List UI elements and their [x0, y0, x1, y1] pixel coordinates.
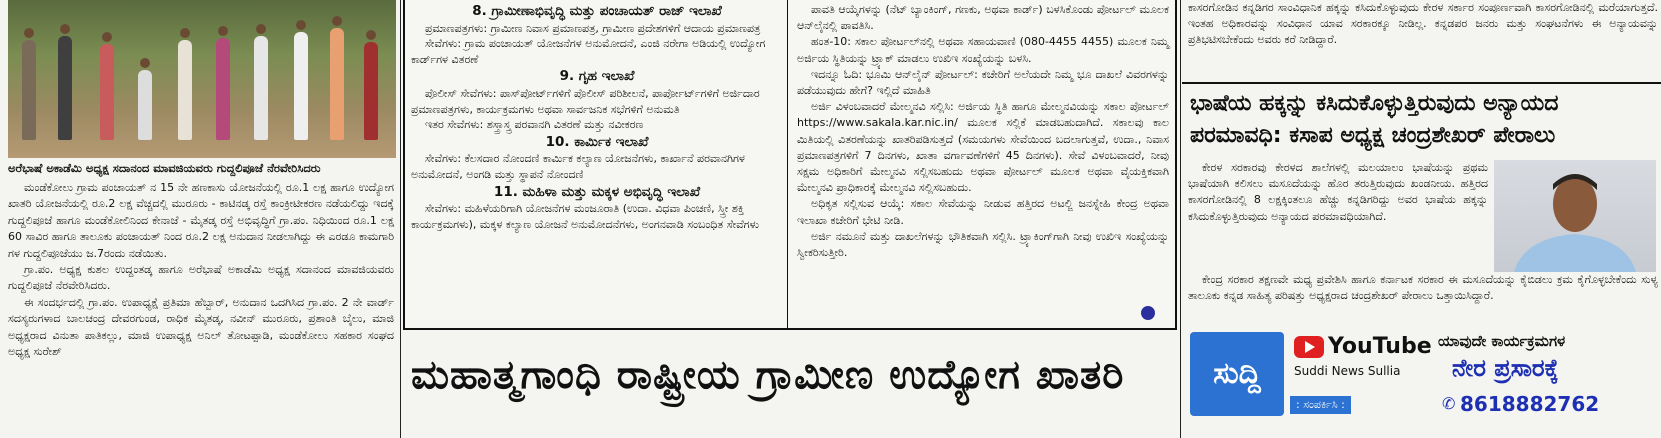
right-column: [1182, 0, 1661, 438]
section-heading: 11. ಮಹಿಳಾ ಮತ್ತು ಮಕ್ಕಳ ಅಭಿವೃದ್ಧಿ ಇಲಾಖೆ: [493, 183, 701, 200]
services-box: [403, 0, 1177, 330]
person-head: [180, 28, 190, 38]
section-line: ಸೇವೆಗಳು: ಗ್ರಾಮ ಪಂಚಾಯತ್ ಯೋಜನೆಗಳ ಅನುಮೋದನೆ, ಎಂಜಿ ನರೇಗಾ ಅಡಿಯಲ್ಲಿ ಉದ್ಯೋಗ ಕಾರ್ಡ್‌ಗಳ ವಿತರಣೆ: [411, 37, 766, 66]
section-8: [411, 4, 783, 67]
suddi-live-ad[interactable]: [1190, 332, 1658, 432]
article-separator: [1182, 82, 1661, 84]
section-10: [411, 135, 783, 183]
youtube-wordmark: YouTube: [1328, 334, 1432, 359]
paragraph: ಗ್ರಾ.ಪಂ. ಅಧ್ಯಕ್ಷ ಕುಶಲ ಉದ್ದಂತಡ್ಕ ಹಾಗೂ ಅರೆಭಾಷೆ ಅಕಾಡೆಮಿ ಅಧ್ಯಕ್ಷ ಸದಾನಂದ ಮಾವಜಿಯವರು ಗುದ್ದಲಿಪೂಜೆ ನೆರವೇರಿಸಿದರು.: [8, 263, 394, 293]
section-heading: 8. ಗ್ರಾಮೀಣಾಭಿವೃದ್ಧಿ ಮತ್ತು ಪಂಚಾಯತ್ ರಾಜ್ ಇಲಾಖೆ: [472, 3, 722, 19]
person-head: [218, 26, 228, 36]
phone-icon: ✆: [1442, 394, 1456, 413]
person-head: [60, 24, 70, 34]
section-line: ಪೊಲೀಸ್ ಸೇವೆಗಳು: ಪಾಸ್‌ಪೋರ್ಟ್‌ಗಳಿಗೆ ಪೊಲೀಸ್ ಪರಿಶೀಲನೆ, ಪಾರ್ಪೋರ್ಟ್‌ಗಳಿಗೆ ಅರ್ಜಿದಾರ ಪ್ರಮಾಣಪತ್ರಗಳು, ಕಾರ್ಯಕ್ರಮಗಳು ಅಥವಾ ಸಾರ್ವಜನಿಕ ಸಭೆಗಳಿಗೆ ಅನುಮತಿ: [411, 86, 760, 116]
ad-title: ನೇರ ಪ್ರಸಾರಕ್ಕೆ: [1452, 354, 1559, 382]
person-figure: [58, 36, 72, 140]
person-figure: [216, 38, 230, 140]
section-11: [411, 185, 783, 233]
section-line: ಪ್ರಮಾಣಪತ್ರಗಳು: ಗ್ರಾಮೀಣ ನಿವಾಸ ಪ್ರಮಾಣಪತ್ರ, ಗ್ರಾಮೀಣ ಪ್ರದೇಶಗಳಿಗೆ ಆದಾಯ ಪ್ರಮಾಣಪತ್ರ: [425, 21, 761, 35]
person-head: [296, 20, 306, 30]
paragraph: ಹಂತ-10: ಸಕಾಲ ಪೋರ್ಟಲ್‌ನಲ್ಲಿ ಅಥವಾ ಸಹಾಯವಾಣಿ (080-4455 4455) ಮೂಲಕ ನಿಮ್ಮ ಅರ್ಜಿಯ ಸ್ಥಿತಿಯನ್ನು ಟ್ರ್ಯಾಕ್ ಮಾಡಲು ಉಖಿಇ ಸಂಖ್ಯೆಯನ್ನು ಬಳಸಿ.: [797, 35, 1169, 65]
person-figure: [294, 32, 308, 140]
person-head: [102, 32, 112, 42]
suddi-logo: ಸುದ್ದಿ: [1190, 332, 1284, 416]
person-figure: [254, 36, 268, 140]
left-article-body: [8, 180, 394, 360]
column-divider: [400, 0, 401, 438]
ad-tagline: ಯಾವುದೇ ಕಾರ್ಯಕ್ರಮಗಳ: [1438, 332, 1566, 350]
article-body: [1188, 160, 1488, 225]
person-head: [332, 16, 342, 26]
paragraph: ಪಾವತಿ ಆಯ್ಕೆಗಳನ್ನು (ನೆಟ್ ಬ್ಯಾಂಕಿಂಗ್, ಗಣಕು, ಅಥವಾ ಕಾರ್ಡ್) ಬಳಸಿಕೊಂಡು ಪೋರ್ಟಲ್ ಮೂಲಕ ಆನ್‌ಲೈನಲ್ಲಿ ಪಾವತಿಸಿ.: [797, 3, 1169, 33]
paragraph: ಅಧಿಕೃತ ಸಲ್ಲಿಸುವ ಆಯ್ಕೆ: ಸಕಾಲ ಸೇವೆಯನ್ನು ನೀಡುವ ಹತ್ತಿರದ ಅಟಲ್ಜಿ ಜನಸ್ನೇಹಿ ಕೇಂದ್ರ ಅಥವಾ ಇಲಾಖಾ ಕಚೇರಿಗೆ ಭೇಟಿ ನೀಡಿ.: [797, 197, 1169, 227]
procedure-text: [797, 2, 1169, 261]
person-figure: [330, 28, 344, 140]
left-column: [0, 0, 398, 438]
paragraph: ಕಾಸರಗೋಡಿನ ಕನ್ನಡಿಗರ ಸಾಂವಿಧಾನಿಕ ಹಕ್ಕನ್ನು ಕಸಿದುಕೊಳ್ಳುವುದು ಕೇರಳ ಸರ್ಕಾರ ಸಂಪೂರ್ಣವಾಗಿ ಕಾಸರಗೋಡಿನಲ್ಲಿ ಮರೆಯಾಗುತ್ತದೆ. ಇಂತಹ ಅಧಿಕಾರವನ್ನು ಸಂವಿಧಾನ ಯಾವ ಸರಕಾರಕ್ಕೂ ನೀಡಿಲ್ಲ. ಕನ್ನಡಪರ ಜನರು ಮತ್ತು ಸಂಘಟನೆಗಳು ಈ ಅನ್ಯಾಯವನ್ನು ಪ್ರತಿಭಟಿಸಬೇಕೆಂದು ಅವರು ಕರೆ ನೀಡಿದ್ದಾರೆ.: [1188, 1, 1658, 47]
paragraph: ಈ ಸಂದರ್ಭದಲ್ಲಿ ಗ್ರಾ.ಪಂ. ಉಪಾಧ್ಯಕ್ಷೆ ಪ್ರತಿಮಾ ಹೆಬ್ಬಾರ್, ಅನುದಾನ ಒದಗಿಸಿದ ಗ್ರಾ.ಪಂ. 2 ನೇ ವಾರ್ಡ್ ಸದಸ್ಯರುಗಳಾದ ಬಾಲಚಂದ್ರ ದೇವರಗುಂಡ, ರಾಧಿಕ ಮೈತಡ್ಕ, ನವೀನ್ ಮುರೂರು, ಪ್ರಶಾಂತಿ ಬೈಲು, ಮಾಜಿ ಅಧ್ಯಕ್ಷರಾದ ವಿನುತಾ ಪಾತಿಕಲ್ಲು, ಮಾಜಿ ಉಪಾಧ್ಯಕ್ಷ ಅನಿಲ್ ತೋಟಪ್ಪಾಡಿ, ಮಂಡೆಕೋಲು ಸಹಕಾರ ಸಂಘದ ಅಧ್ಯಕ್ಷ ಸುರೇಶ್: [8, 295, 394, 359]
person-figure: [100, 44, 114, 140]
photo-caption: ಅರೆಭಾಷೆ ಅಕಾಡೆಮಿ ಅಧ್ಯಕ್ಷ ಸದಾನಂದ ಮಾವಜಿಯವರು ಗುದ್ದಲಿಪೂಜೆ ನೆರವೇರಿಸಿದರು: [8, 161, 321, 175]
section-line: ಸೇವೆಗಳು: ಮಹಿಳೆಯರಿಗಾಗಿ ಯೋಜನೆಗಳ ಮಂಜೂರಾತಿ (ಉದಾ. ವಿಧವಾ ಪಿಂಚಣಿ, ಸ್ತ್ರೀ ಶಕ್ತಿ ಕಾರ್ಯಕ್ರಮಗಳು), ಮಕ್ಕಳ ಕಲ್ಯಾಣ ಯೋಜನೆ ಅನುಮೋದನೆಗಳು, ಅಂಗನವಾಡಿ ಸಂಬಂಧಿತ ಸೇವೆಗಳು: [411, 202, 760, 231]
person-head: [24, 28, 34, 38]
section-line: ಸೇವೆಗಳು: ಕೆಲಸದಾರ ನೋಂದಣಿ ಕಾರ್ಮಿಕ ಕಲ್ಯಾಣ ಯೋಜನೆಗಳು, ಕಾರ್ಖಾನೆ ಪರವಾನಗಿಗಳ ಅನುಮೋದನೆ, ಅಂಗಡಿ ಮತ್ತು ಸ್ಥಾಪನೆ ನೋಂದಣಿ: [411, 152, 745, 181]
middle-column: [403, 0, 1181, 438]
channel-name: Suddi News Sullia: [1294, 364, 1401, 378]
contact-label: : ಸಂಪರ್ಕಿಸಿ :: [1290, 396, 1351, 414]
person-head: [140, 58, 150, 68]
section-line: ಇತರ ಸೇವೆಗಳು: ಶಸ್ತ್ರಾಸ್ತ್ರ ಪರವಾನಗಿ ವಿತರಣೆ ಮತ್ತು ನವೀಕರಣ: [425, 118, 644, 132]
section-heading: 9. ಗೃಹ ಇಲಾಖೆ: [559, 68, 635, 85]
phone-number[interactable]: 8618882762: [1460, 392, 1600, 416]
column-divider: [1180, 0, 1181, 438]
person-figure: [364, 42, 378, 140]
youtube-icon: [1294, 336, 1324, 358]
person-figure: [138, 70, 152, 140]
portrait-figure: [1494, 160, 1656, 272]
person-head: [256, 24, 266, 34]
paragraph: ಕೇಂದ್ರ ಸರಕಾರ ತಕ್ಷಣವೇ ಮಧ್ಯ ಪ್ರವೇಶಿಸಿ ಹಾಗೂ ಕರ್ನಾಟಕ ಸರಕಾರ ಈ ಮಸೂದೆಯನ್ನು ಕೈಬಿಡಲು ಕ್ರಮ ಕೈಗೊಳ್ಳಬೇಕೆಂದು ಸುಳ್ಯ ತಾಲೂಕು ಕನ್ನಡ ಸಾಹಿತ್ಯ ಪರಿಷತ್ತು ಅಧ್ಯಕ್ಷರಾದ ಚಂದ್ರಶೇಖರ್ ಪೇರಾಲು ಒತ್ತಾಯಿಸಿದ್ದಾರೆ.: [1188, 273, 1658, 303]
paragraph: ಅರ್ಜಿ ವಿಳಂಬವಾದರೆ ಮೇಲ್ಮನವಿ ಸಲ್ಲಿಸಿ: ಅರ್ಜಿಯ ಸ್ಥಿತಿ ಹಾಗೂ ಮೇಲ್ಮನವಿಯನ್ನು ಸಕಾಲ ಪೋರ್ಟಲ್ https://www.sakala.kar.nic.in/ ಮೂಲಕ ಸಲ್ಲಿಕೆ ಮಾಡಬಹುದಾಗಿದೆ. ಸಕಾಲವು ಕಾಲ ಮಿತಿಯಲ್ಲಿ ವಿತರಣೆಯನ್ನು ಖಾತರಿಪಡಿಸುತ್ತದೆ (ಸಮಯಗಳು ಸೇವೆಯಿಂದ ಬದಲಾಗುತ್ತವೆ, ಉದಾ., ನಿವಾಸ ಪ್ರಮಾಣಪತ್ರಗಳಿಗೆ 7 ದಿನಗಳು, ಖಾತಾ ವರ್ಗಾವಣೆಗಳಿಗೆ 45 ದಿನಗಳು). ಸೇವೆ ವಿಳಂಬವಾದರೆ, ನೀವು ಸಕ್ಷಮ ಅಧಿಕಾರಿಗೆ ಮೇಲ್ಮನವಿ ಸಲ್ಲಿಸಬಹುದು ಅಥವಾ ಪೋರ್ಟಲ್ ಮೂಲಕ ಅಥವಾ ವೈಯಕ್ತಿಕವಾಗಿ ಮೇಲ್ಮನವಿ ಪ್ರಾಧಿಕಾರಕ್ಕೆ ಮೇಲ್ಮನವಿ ಸಲ್ಲಿಸಬಹುದು.: [797, 100, 1169, 195]
services-list: [411, 2, 783, 232]
paragraph: ಮಂಡೆಕೋಲು ಗ್ರಾಮ ಪಂಚಾಯತ್ ನ 15 ನೇ ಹಣಕಾಸು ಯೋಜನೆಯಲ್ಲಿ ರೂ.1 ಲಕ್ಷ ಹಾಗೂ ಉದ್ಯೋಗ ಖಾತರಿ ಯೋಜನೆಯಲ್ಲಿ ರೂ.2 ಲಕ್ಷ ವೆಚ್ಚದಲ್ಲಿ ಮುರೂರು - ಕಾಟಿನಡ್ಕ ರಸ್ತೆ ಕಾಂಕ್ರೀಟೀಕರಣ ನಡೆಯಲಿದ್ದು ಇದಕ್ಕೆ ಗುದ್ದಲಿಪೂಜೆ ಹಾಗೂ ಮಂಡೆಕೋಲಿನಿಂದ ಕೇನಾಜೆ - ಮೈತಡ್ಕ ರಸ್ತೆ ಅಭಿವೃದ್ಧಿಗೆ ಗ್ರಾ.ಪಂ. ನಿಧಿಯಿಂದ ರೂ.1 ಲಕ್ಷ 60 ಸಾವಿರ ಹಾಗೂ ತಾಲೂಕು ಪಂಚಾಯತ್ ನಿಂದ ರೂ.2 ಲಕ್ಷ ಅನುದಾನ ನೀಡಲಾಗಿದ್ದು ಈ ಎರಡೂ ಕಾಮಗಾರಿ ಗಳ ಗುದ್ದಲಿಪೂಜೆಯು ಜ.7ರಂದು ನಡೆಯಿತು.: [8, 181, 394, 260]
paragraph: ಇದನ್ನೂ ಓದಿ: ಭೂಮಿ ಆನ್‌ಲೈನ್ ಪೋರ್ಟಲ್: ಕಚೇರಿಗೆ ಅಲೆಯದೇ ನಿಮ್ಮ ಭೂ ದಾಖಲೆ ವಿವರಗಳನ್ನು ಪಡೆಯುವುದು ಹೇಗೆ? ಇಲ್ಲಿದೆ ಮಾಹಿತಿ: [797, 67, 1169, 98]
person-figure: [22, 40, 36, 140]
paragraph: ಅರ್ಜಿ ನಮೂನೆ ಮತ್ತು ದಾಖಲೆಗಳನ್ನು ಭೌತಿಕವಾಗಿ ಸಲ್ಲಿಸಿ. ಟ್ರ್ಯಾಕಿಂಗ್‌ಗಾಗಿ ನೀವು ಉಖಿಇ ಸಂಖ್ಯೆಯನ್ನು ಸ್ವೀಕರಿಸುತ್ತೀರಿ.: [797, 229, 1169, 260]
end-bullet-icon: [1141, 306, 1155, 320]
section-heading: 10. ಕಾರ್ಮಿಕ ಇಲಾಖೆ: [545, 133, 649, 150]
news-photo: [8, 0, 396, 158]
previous-article-tail: [1188, 0, 1658, 49]
paragraph: ಕೇರಳ ಸರಕಾರವು ಕೇರಳದ ಶಾಲೆಗಳಲ್ಲಿ ಮಲಯಾಲಂ ಭಾಷೆಯನ್ನು ಪ್ರಥಮ ಭಾಷೆಯಾಗಿ ಕಲಿಸಲು ಮಸೂದೆಯನ್ನು ಹೊರ ತರುತ್ತಿರುವುದು ಖಂಡನೀಯ. ಹತ್ತಿರದ ಕಾಸರಗೋಡಿನಲ್ಲಿ 8 ಲಕ್ಷಕ್ಕಿಂತಲೂ ಹೆಚ್ಚು ಕನ್ನಡಿಗರಿದ್ದು ಅವರ ಭಾಷೆಯ ಹಕ್ಕನ್ನು ಕಸಿದುಕೊಳ್ಳುತ್ತಿರುವುದು ಅನ್ಯಾಯದ ಪರಮಾವಧಿಯಾಗಿದೆ.: [1188, 161, 1488, 223]
section-9: [411, 69, 783, 132]
box-divider: [787, 0, 788, 330]
article-headline: ಭಾಷೆಯ ಹಕ್ಕನ್ನು ಕಸಿದುಕೊಳ್ಳುತ್ತಿರುವುದು ಅನ್ಯಾಯದ ಪರಮಾವಧಿ: ಕಸಾಪ ಅಧ್ಯಕ್ಷ ಚಂದ್ರಶೇಖರ್ ಪೇರಾಲು: [1190, 91, 1559, 148]
person-figure: [178, 40, 192, 140]
person-head: [366, 30, 376, 40]
article-body-continued: [1188, 272, 1658, 304]
main-headline: ಮಹಾತ್ಮಗಾಂಧಿ ರಾಷ್ಟ್ರೀಯ ಗ್ರಾಮೀಣ ಉದ್ಯೋಗ ಖಾತರಿ: [411, 352, 1125, 398]
portrait-photo: [1494, 160, 1656, 272]
